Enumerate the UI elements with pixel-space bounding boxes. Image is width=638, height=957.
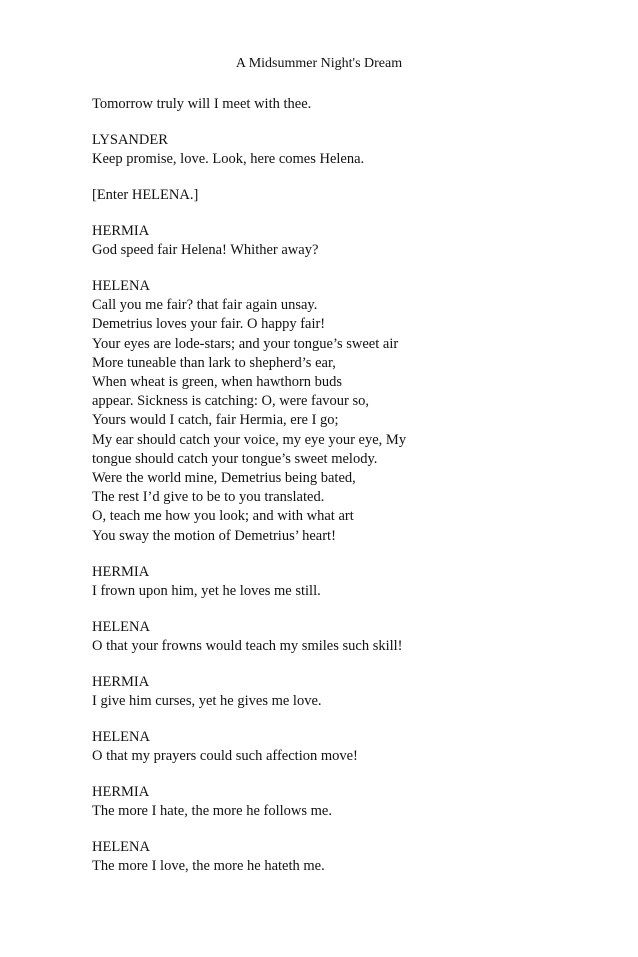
speaker-name: HELENA [92,618,150,635]
speech-helena [92,277,572,546]
text-line: When wheat is green, when hawthorn buds [92,374,343,391]
speech-hermia [92,222,572,260]
speech-helena [92,728,572,766]
text-line: More tuneable than lark to shepherd’s ear, [92,354,336,371]
speech-helena [92,838,572,876]
text-line: O, teach me how you look; and with what art [92,508,354,525]
text-line: tongue should catch your tongue’s sweet melody. [92,450,378,467]
text-line: The rest I’d give to be to you translated. [92,489,325,506]
text-line: Your eyes are lode-stars; and your tongue’s sweet air [92,335,399,352]
text-line: [Enter HELENA.] [92,187,199,203]
stage-direction [92,186,572,205]
page-header-title: A Midsummer Night's Dream [235,56,403,71]
speaker-name: HELENA [92,728,150,745]
speaker-name: HERMIA [92,223,150,239]
speech-lysander [92,131,572,169]
text-line: You sway the motion of Demetrius’ heart! [92,527,336,544]
text-line: I frown upon him, yet he loves me still. [92,582,321,599]
text-line: The more I love, the more he hateth me. [92,857,325,874]
speech-hermia [92,673,572,711]
speaker-name: HELENA [92,278,150,294]
text-line: appear. Sickness is catching: O, were favour so, [92,393,370,410]
play-text [92,95,572,893]
text-line: Yours would I catch, fair Hermia, ere I go; [92,412,339,429]
text-line: O that my prayers could such affection move! [92,747,358,764]
text-line: Tomorrow truly will I meet with thee. [92,96,312,112]
text-line: Call you me fair? that fair again unsay. [92,297,318,314]
text-line: Were the world mine, Demetrius being bated, [92,470,356,487]
text-block [92,95,572,114]
text-line: Keep promise, love. Look, here comes Helena. [92,151,365,167]
speaker-name: HERMIA [92,563,150,580]
speaker-name: LYSANDER [92,132,168,148]
speaker-name: HERMIA [92,783,150,800]
text-line: O that your frowns would teach my smiles such skill! [92,637,403,654]
text-line: The more I hate, the more he follows me. [92,802,332,819]
speech-hermia [92,563,572,601]
speech-helena [92,618,572,656]
text-line: Demetrius loves your fair. O happy fair! [92,316,326,333]
speech-hermia [92,783,572,821]
speaker-name: HELENA [92,838,150,855]
text-line: I give him curses, yet he gives me love. [92,692,322,709]
text-line: God speed fair Helena! Whither away? [92,242,319,258]
text-line: My ear should catch your voice, my eye your eye, My [92,431,407,448]
speaker-name: HERMIA [92,673,150,690]
